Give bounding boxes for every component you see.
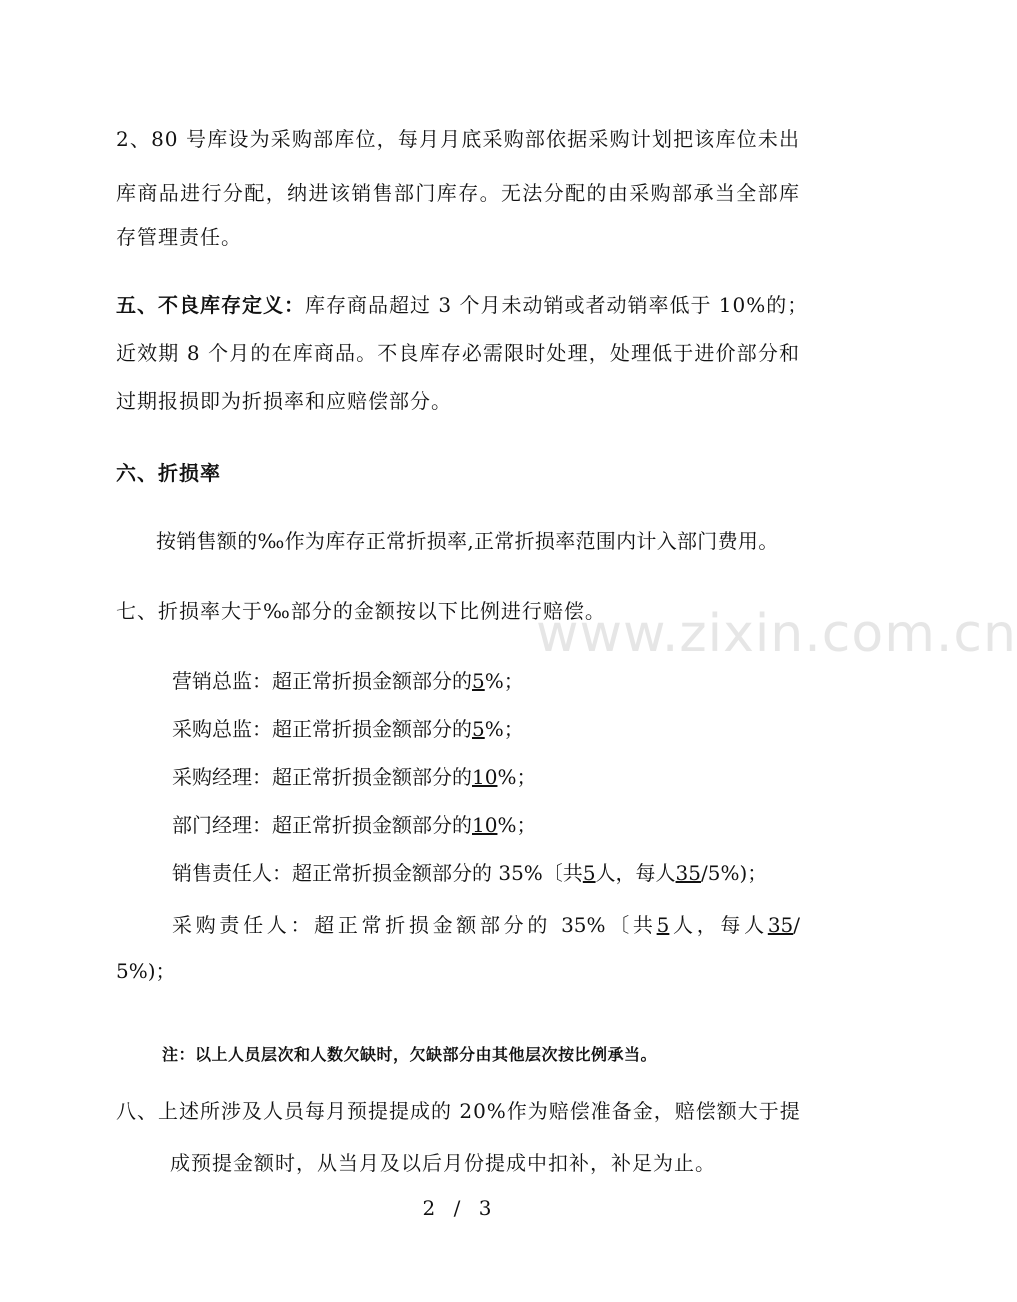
para2-line3: 存管理责任。	[116, 225, 242, 249]
section5-line3: 过期报损即为折损率和应赔偿部分。	[116, 389, 452, 413]
note: 注：以上人员层次和人数欠缺时，欠缺部分由其他层次按比例承当。	[162, 1045, 658, 1064]
watermark: www.zixin.com.cn	[536, 604, 1017, 664]
section8-line2: 成预提金额时，从当月及以后月份提成中扣补，补足为止。	[170, 1151, 716, 1175]
section8-line1: 八、上述所涉及人员每月预提提成的 20%作为赔偿准备金，赔偿额大于提	[116, 1099, 801, 1123]
rate-item-label: 营销总监：超正常折损金额部分的	[172, 669, 472, 693]
rate-item-sales-responsible	[172, 858, 800, 888]
rate-item-marketing-director	[172, 666, 800, 696]
rate-item-purchase-responsible	[172, 910, 800, 940]
section5-line2: 近效期 8 个月的在库商品。不良库存必需限时处理，处理低于进价部分和	[116, 341, 800, 365]
para2-line2: 库商品进行分配，纳进该销售部门库存。无法分配的由采购部承当全部库	[116, 181, 800, 205]
rate-item-text: 人，每人	[595, 861, 676, 885]
rate-item-pct: 5	[472, 669, 485, 693]
section5-line1	[116, 290, 809, 320]
rate-item-department-manager	[172, 810, 800, 840]
rate-item-label: 采购总监：超正常折损金额部分的	[172, 717, 472, 741]
rate-item-tail: /	[793, 913, 801, 937]
rate-item-label: 采购经理：超正常折损金额部分的	[172, 765, 472, 789]
rate-item-tail: %；	[497, 765, 537, 789]
section6-body: 按销售额的‰作为库存正常折损率,正常折损率范围内计入部门费用。	[156, 529, 779, 553]
rate-item-tail: %；	[497, 813, 537, 837]
rate-item-label: 部门经理：超正常折损金额部分的	[172, 813, 472, 837]
rate-item-share: 35	[675, 861, 701, 885]
rate-item-text: 人，每人	[669, 913, 768, 937]
rate-item-share: 35	[767, 913, 794, 937]
rate-item-purchase-responsible-line2: 5%)；	[116, 959, 176, 983]
rate-item-label: 采购责任人：超正常折损金额部分的 35%〔共	[172, 913, 657, 937]
rate-item-pct: 10	[472, 813, 498, 837]
rate-item-label: 销售责任人：超正常折损金额部分的 35%〔共	[172, 861, 583, 885]
page-number: 2 / 3	[422, 1196, 498, 1220]
section6-heading: 六、折损率	[116, 461, 221, 485]
section5-line1-text: 库存商品超过 3 个月未动销或者动销率低于 10%的；	[305, 293, 809, 317]
rate-item-purchasing-director	[172, 714, 800, 744]
rate-item-tail: /5%)；	[701, 861, 768, 885]
rate-item-purchasing-manager	[172, 762, 800, 792]
section5-heading: 五、不良库存定义：	[116, 293, 305, 317]
rate-item-pct: 10	[472, 765, 498, 789]
rate-item-count: 5	[582, 861, 596, 885]
rate-item-count: 5	[656, 913, 670, 937]
rate-item-tail: %；	[484, 669, 524, 693]
rate-item-tail: %；	[484, 717, 524, 741]
para2-line1: 2、80 号库设为采购部库位，每月月底采购部依据采购计划把该库位未出	[116, 127, 800, 151]
rate-item-pct: 5	[472, 717, 485, 741]
section7-heading: 七、折损率大于‰部分的金额按以下比例进行赔偿。	[116, 599, 606, 623]
